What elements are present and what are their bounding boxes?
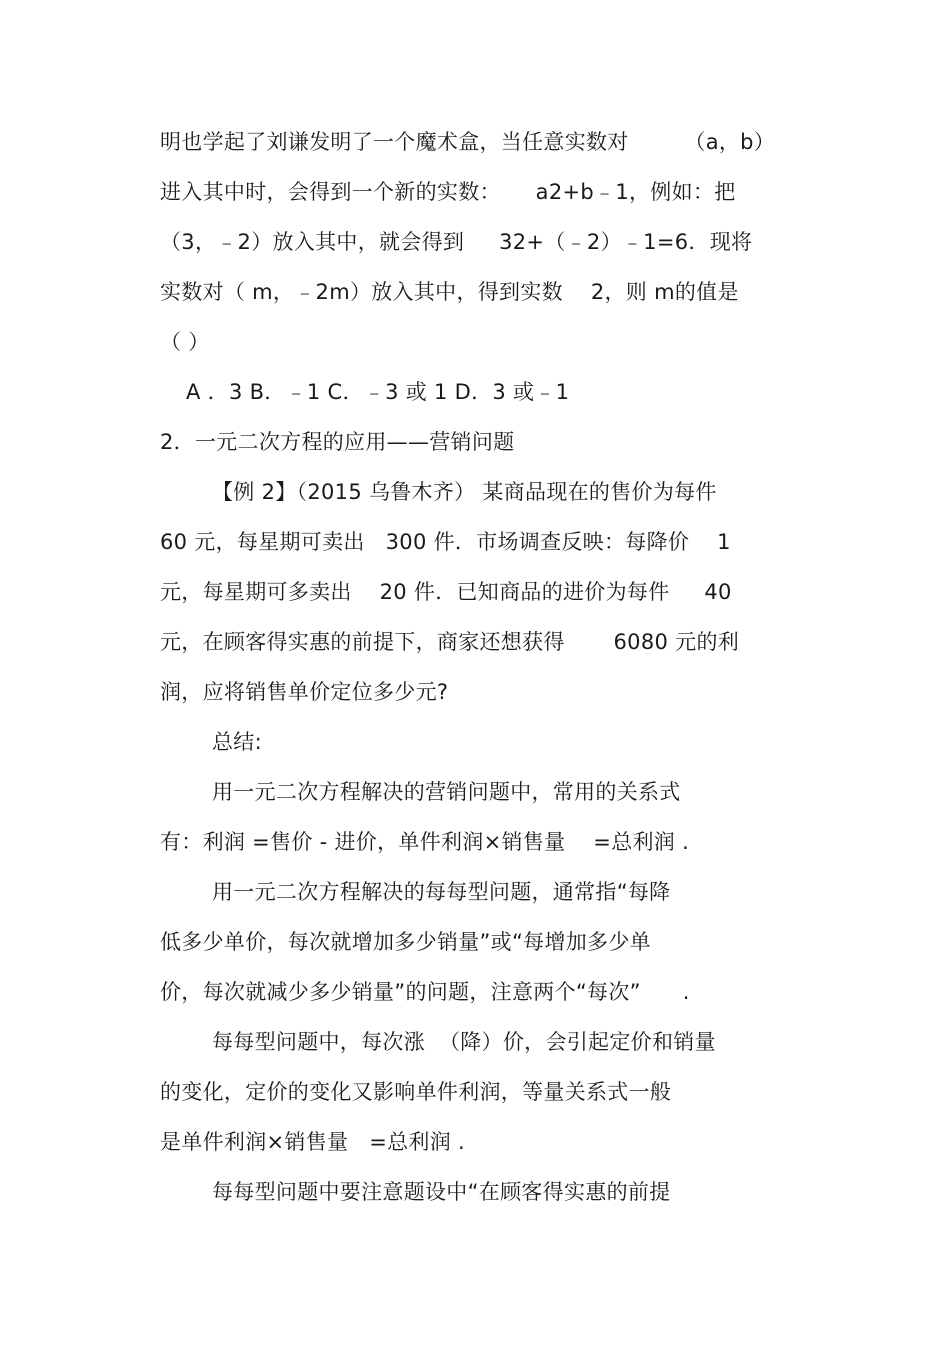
text-line: 低多少单价，每次就增加多少销量”或“每增加多少单: [160, 930, 651, 954]
text-line: 是单件利润×销售量 =总利润 .: [160, 1130, 465, 1154]
text-line: 用一元二次方程解决的营销问题中，常用的关系式: [212, 780, 681, 804]
text-line: （3，﹣2）放入其中，就会得到 32+（﹣2）﹣1=6．现将: [160, 230, 753, 254]
text-line: 60 元，每星期可卖出 300 件．市场调查反映：每降价 1: [160, 530, 731, 554]
text-line: 元，每星期可多卖出 20 件．已知商品的进价为每件 40: [160, 580, 732, 604]
text-line: 有：利润 =售价 - 进价，单件利润×销售量 =总利润 .: [160, 830, 690, 854]
example-title: 【例 2】（2015 乌鲁木齐） 某商品现在的售价为每件: [212, 480, 717, 504]
text-line: 实数对（ m，﹣2m）放入其中，得到实数 2，则 m的值是: [160, 280, 739, 304]
section-heading: 2．一元二次方程的应用——营销问题: [160, 430, 515, 454]
text-line: 用一元二次方程解决的每每型问题，通常指“每降: [212, 880, 671, 904]
answer-options: A ．3 B．﹣1 C．﹣3 或 1 D．3 或﹣1: [186, 380, 570, 404]
text-line: 进入其中时，会得到一个新的实数： a2+b﹣1，例如：把: [160, 180, 736, 204]
text-line: 元，在顾客得实惠的前提下，商家还想获得 6080 元的利: [160, 630, 740, 654]
summary-heading: 总结:: [212, 730, 262, 754]
text-line: 润，应将销售单价定位多少元?: [160, 680, 449, 704]
text-line: 明也学起了刘谦发明了一个魔术盒，当任意实数对 （a，b）: [160, 130, 776, 154]
text-line: 价，每次就减少多少销量”的问题，注意两个“每次” .: [160, 980, 690, 1004]
text-line: 每每型问题中，每次涨 （降）价，会引起定价和销量: [212, 1030, 716, 1054]
text-line: （ ）: [160, 330, 210, 354]
text-line: 每每型问题中要注意题设中“在顾客得实惠的前提: [212, 1180, 671, 1204]
text-line: 的变化，定价的变化又影响单件利润，等量关系式一般: [160, 1080, 672, 1104]
